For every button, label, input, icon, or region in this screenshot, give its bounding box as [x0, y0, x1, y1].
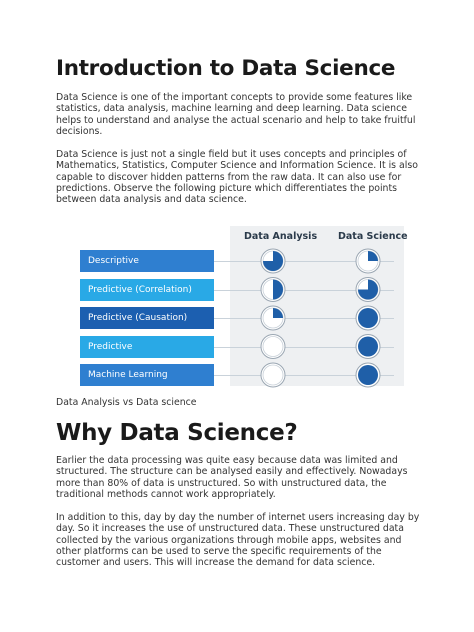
- data-science-pie-indicator: [356, 249, 380, 273]
- row-label: Machine Learning: [80, 364, 214, 386]
- text-line: decisions.: [56, 125, 103, 137]
- column-header-data-science: Data Science: [338, 231, 408, 242]
- heading-why-data-science: Why Data Science?: [56, 420, 298, 446]
- paragraph-fields: [56, 149, 436, 205]
- text-line: other platforms can be used to serve the specific requirements of the: [56, 545, 382, 557]
- text-line: capable to discover hidden patterns from the raw data. It can also use for: [56, 171, 402, 183]
- text-line: day. So it increases the use of unstructured data. These unstructured data: [56, 523, 404, 535]
- comparison-figure: [80, 222, 408, 392]
- data-science-pie-indicator: [356, 306, 380, 330]
- text-line: predictions. Observe the following picture which differentiates the points: [56, 182, 398, 194]
- data-science-pie-indicator: [356, 363, 380, 387]
- text-line: structured. The structure can be analysed easily and effectively. Nowadays: [56, 466, 408, 478]
- text-line: helps to understand and analyse the actual scenario and help to take fruitful: [56, 114, 416, 126]
- data-science-pie-indicator: [356, 335, 380, 359]
- text-line: Mathematics, Statistics, Computer Science and Information Science. It is also: [56, 160, 418, 172]
- paragraph-addition: [56, 512, 436, 568]
- pie-indicators: [80, 222, 408, 392]
- text-line: customer and users. This will increase the demand for data science.: [56, 557, 376, 569]
- data-analysis-pie-indicator: [261, 249, 285, 273]
- row-label: Predictive (Causation): [80, 307, 214, 329]
- text-line: Data Science is just not a single field but it uses concepts and principles of: [56, 149, 407, 160]
- text-line: between data analysis and data science.: [56, 194, 247, 206]
- row-label: Descriptive: [80, 250, 214, 272]
- text-line: more than 80% of data is unstructured. So with unstructured data, the: [56, 477, 387, 489]
- text-line: statistics, data analysis, machine learning and deep learning. Data science: [56, 103, 407, 115]
- figure-caption: Data Analysis vs Data science: [56, 397, 197, 408]
- heading-introduction: Introduction to Data Science: [56, 56, 396, 81]
- data-analysis-pie-indicator: [261, 335, 285, 359]
- data-analysis-pie-indicator: [261, 278, 285, 302]
- column-header-data-analysis: Data Analysis: [244, 231, 318, 242]
- text-line: Data Science is one of the important concepts to provide some features like: [56, 92, 413, 103]
- data-science-pie-indicator: [356, 278, 380, 302]
- paragraph-earlier: [56, 455, 436, 500]
- text-line: In addition to this, day by day the number of internet users increasing day by: [56, 512, 420, 523]
- row-label: Predictive (Correlation): [80, 279, 214, 301]
- data-analysis-pie-indicator: [261, 306, 285, 330]
- row-label: Predictive: [80, 336, 214, 358]
- text-line: collected by the various organizations through mobile apps, websites and: [56, 534, 402, 546]
- text-line: Earlier the data processing was quite easy because data was limited and: [56, 455, 398, 466]
- text-line: traditional methods cannot work appropriately.: [56, 488, 276, 500]
- data-analysis-pie-indicator: [261, 363, 285, 387]
- paragraph-intro: [56, 92, 436, 137]
